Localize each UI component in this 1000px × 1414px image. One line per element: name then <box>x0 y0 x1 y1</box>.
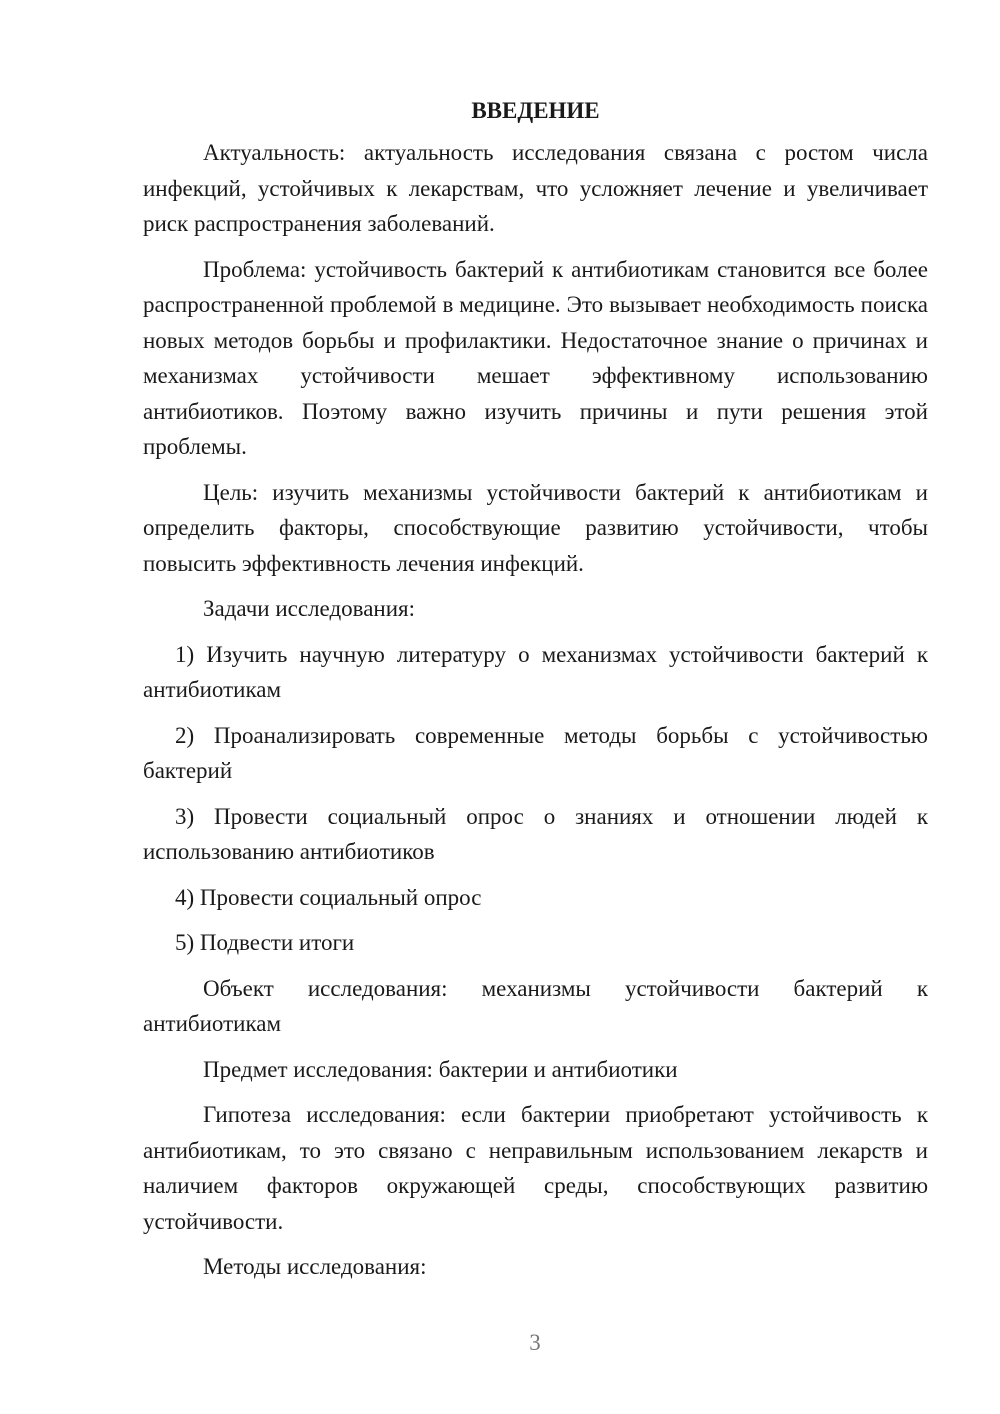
object-paragraph: Объект исследования: механизмы устойчивости бактерий к антибиотикам <box>143 975 928 1036</box>
document-page <box>143 94 928 1295</box>
hypothesis-paragraph: Гипотеза исследования: если бактерии приобретают устойчивость к антибиотикам, то это связано с неправильным использованием лекарств и наличием факторов окружающей среды, способствующих развитию устойчивости. <box>143 1102 928 1234</box>
tasks-heading: Задачи исследования: <box>203 596 416 621</box>
document-title: ВВЕДЕНИЕ <box>471 98 600 123</box>
task-item: 5) Подвести итоги <box>175 930 355 955</box>
task-item: 3) Провести социальный опрос о знаниях и отношении людей к использованию антибиотиков <box>143 803 928 864</box>
task-item: 1) Изучить научную литературу о механизмах устойчивости бактерий к антибиотикам <box>143 641 928 702</box>
problem-paragraph: Проблема: устойчивость бактерий к антибиотикам становится все более распространенной проблемой в медицине. Это вызывает необходимость поиска новых методов борьбы и профилактики. Недостаточное знание о причинах и механизмах устойчивости мешает эффективному использованию антибиотиков. Поэтому важно изучить причины и пути решения этой проблемы. <box>143 256 928 459</box>
task-item: 4) Провести социальный опрос <box>175 884 482 910</box>
subject-paragraph: Предмет исследования: бактерии и антибиотики <box>203 1056 678 1082</box>
goal-paragraph: Цель: изучить механизмы устойчивости бактерий к антибиотикам и определить факторы, способствующие развитию устойчивости, чтобы повысить эффективность лечения инфекций. <box>143 479 928 576</box>
page-number: 3 <box>529 1330 541 1355</box>
relevance-paragraph: Актуальность: актуальность исследования связана с ростом числа инфекций, устойчивых к лекарствам, что усложняет лечение и увеличивает риск распространения заболеваний. <box>143 140 928 236</box>
methods-heading: Методы исследования: <box>203 1254 427 1279</box>
task-item: 2) Проанализировать современные методы борьбы с устойчивостью бактерий <box>143 722 928 783</box>
